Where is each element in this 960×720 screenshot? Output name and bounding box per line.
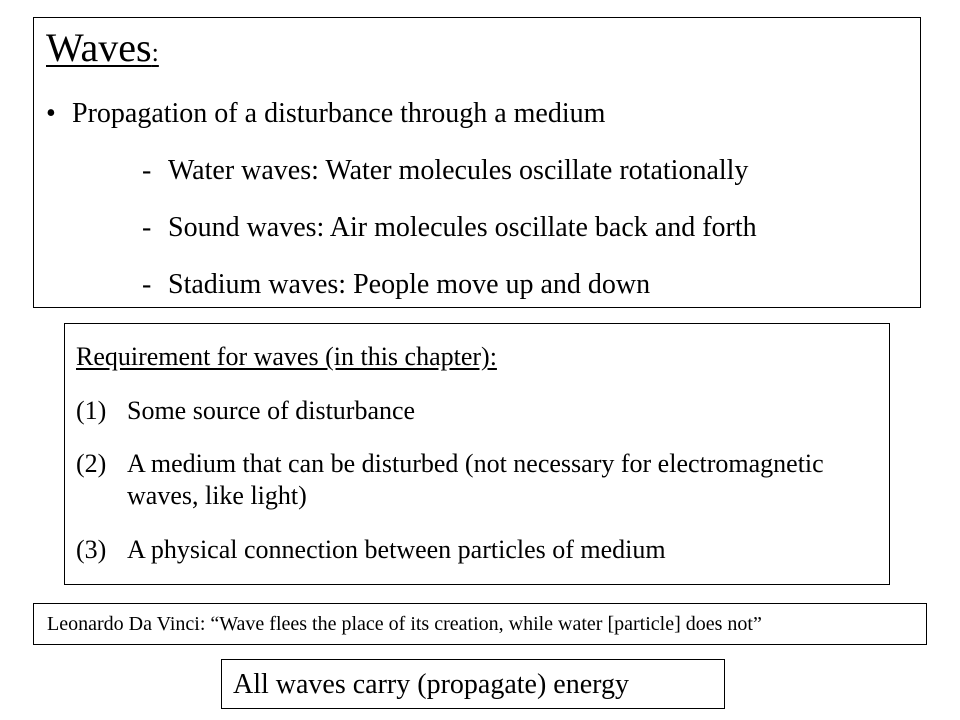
requirement-number: (3) — [76, 535, 107, 564]
requirement-item-3 — [76, 534, 876, 566]
example-text: Sound waves: Air molecules oscillate back and forth — [168, 212, 757, 243]
example-sound-waves — [142, 211, 757, 245]
example-text: Water waves: Water molecules oscillate rotationally — [168, 155, 749, 186]
requirements-heading: Requirement for waves (in this chapter): — [76, 342, 497, 371]
waves-title-text: Waves — [46, 25, 152, 70]
requirements-box — [64, 323, 890, 585]
da-vinci-quote-box — [33, 603, 927, 645]
energy-statement: All waves carry (propagate) energy — [233, 669, 629, 700]
bullet-symbol: • — [46, 98, 56, 129]
requirement-text: A physical connection between particles of medium — [127, 535, 666, 564]
requirement-text: A medium that can be disturbed (not necessary for electromagnetic waves, like light) — [127, 449, 824, 510]
example-dash: - — [142, 269, 152, 300]
example-text: Stadium waves: People move up and down — [168, 269, 651, 300]
definition-text: Propagation of a disturbance through a medium — [72, 98, 606, 129]
example-stadium-waves — [142, 268, 650, 302]
requirement-item-1 — [76, 395, 876, 427]
energy-statement-box — [221, 659, 725, 709]
requirement-number: (2) — [76, 449, 107, 478]
example-dash: - — [142, 155, 152, 186]
requirement-item-2 — [76, 448, 876, 512]
waves-title-colon: : — [151, 38, 159, 67]
da-vinci-quote: Leonardo Da Vinci: “Wave flees the place of its creation, while water [particle] does not” — [47, 613, 762, 635]
waves-definition-box — [33, 17, 921, 308]
requirement-number: (1) — [76, 396, 107, 425]
example-water-waves — [142, 154, 748, 188]
requirement-text: Some source of disturbance — [127, 396, 416, 425]
example-dash: - — [142, 212, 152, 243]
waves-title — [46, 24, 159, 77]
definition-bullet — [46, 97, 605, 131]
